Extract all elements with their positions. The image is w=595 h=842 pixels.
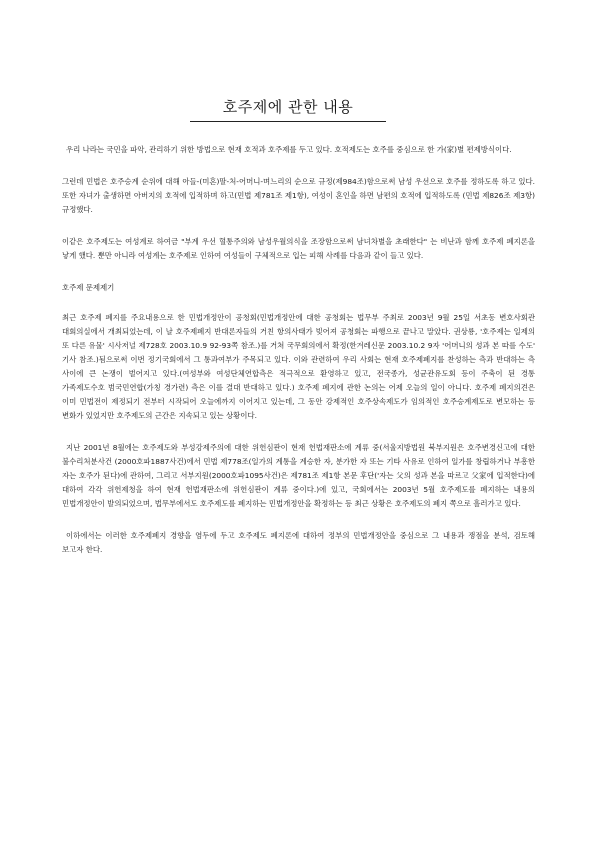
paragraph-intro: 우리 나라는 국민을 파악, 관리하기 위한 방법으로 현재 호적과 호주제를 두고 있다. 호적제도는 호주를 중심으로 한 가(家)별 편제방식이다.: [66, 145, 512, 154]
page-title: 호주제에 관한 내용: [222, 98, 354, 116]
paragraph-civil-law: 그런데 민법은 호주승계 순위에 대해 아들-(미혼)딸-처-어머니-며느리의 순으로 규정(제984조)함으로써 남성 우선으로 호주를 정하도록 하고 있다. 또한 자녀가 출생하면 아버지의 호적에 입적하며 하고(민법 제781조 제1항), 여성이 혼인을 하면 남편의 호적에 입적하도록 (민법 제826조 제3항) 규정했다.: [62, 177, 535, 214]
paragraph-recent-amendment: 최근 호주제 폐지를 주요내용으로 한 민법개정안이 공청회(민법개정안에 대한 공청회는 법무부 주최로 2003년 9월 25일 서초동 변호사회관 대회의실에서 개최되었는데, 이 날 호주제폐지 반대론자들의 거친 항의사태가 빚어져 공청회는 파행으로 끝나고 말았다. 권상룡, '호주제는 일제의 또 다른 유물' 시사저널 제728호 2003.10.9 92-93쪽 참조.)를 거쳐 국무회의에서 확정(한겨레신문 2003.10.2 9자 '어머니의 성과 본 따를 수도' 기사 참조.)됨으로써 이번 정기국회에서 그 통과여부가 주목되고 있다. 이와 관련하여 우리 사회는 현재 호주제폐지를 찬성하는 측과 반대하는 측 사이에 큰 논쟁이 벌어지고 있다.(여성부와 여성단체연합측은 적극적으로 환영하고 있고, 전국종가, 성균관유도회 등이 주축이 된 경통 가족제도수호 범국민연합(가칭 경가련) 측은 이를 결대 반대하고 있다.) 호주제 폐지에 관한 논의는 어제 오늘의 일이 아니다. 호주제 폐지의견은 이미 민법전이 제정되기 전부터 시작되어 오늘에까지 이어지고 있는데, 그 동안 강제적인 호주상속제도가 임의적인 호주승계제도로 변모하는 등 변화가 있었지만 호주제도의 근간은 지속되고 있는 상황이다.: [62, 313, 535, 420]
document-body: [62, 143, 535, 575]
paragraph-criticism: 이같은 호주제도는 여성계로 하여금 "부계 우선 혈통주의와 남성우월의식을 조장함으로써 남녀차별을 초래한다" 는 비난과 함께 호주제 폐지론을 낳게 했다. 뿐만 아니라 여성계는 호주제로 인하여 여성들이 구체적으로 입는 피해 사례를 다음과 같이 들고 있다.: [62, 237, 535, 260]
paragraph-conclusion: 이하에서는 이러한 호주제폐지 경향을 염두에 두고 호주제도 폐지론에 대하여 정부의 민법개정안을 중심으로 그 내용과 쟁점을 분석, 검토해 보고자 한다.: [62, 531, 535, 554]
section-heading: 호주제 문제제기: [62, 283, 115, 292]
paragraph-constitutional-review: 지난 2001년 8월에는 호주제도와 부성강제주의에 대한 위헌심판이 현재 헌법재판소에 계류 중(서울지방법원 북부지원은 호주변경신고에 대한 불수리처분사건 (2000호파1887사건)에서 민법 제778조(일가의 계통을 계승한 자, 분가한 자 또는 기타 사유로 인하여 일가를 창립하거나 부흥한 자는 호주가 된다)에 관하여, 그리고 서부지원(2000호파1095사건)은 제781조 제1항 본문 후단('자는 父의 성과 본을 따르고 父家에 입적한다)에 대하여 각각 위헌제청을 하여 현재 헌법재판소에 위헌심판이 계류 중이다.)에 있고, 국회에서는 2003년 5월 호주제도를 폐지하는 내용의 민법개정안이 발의되었으며, 법무부에서도 호주제도를 폐지하는 민법개정안을 확정하는 등 최근 상황은 호주제도의 폐지 쪽으로 흘러가고 있다.: [62, 443, 535, 508]
title-underline: [190, 121, 386, 122]
title-block: [190, 96, 386, 122]
